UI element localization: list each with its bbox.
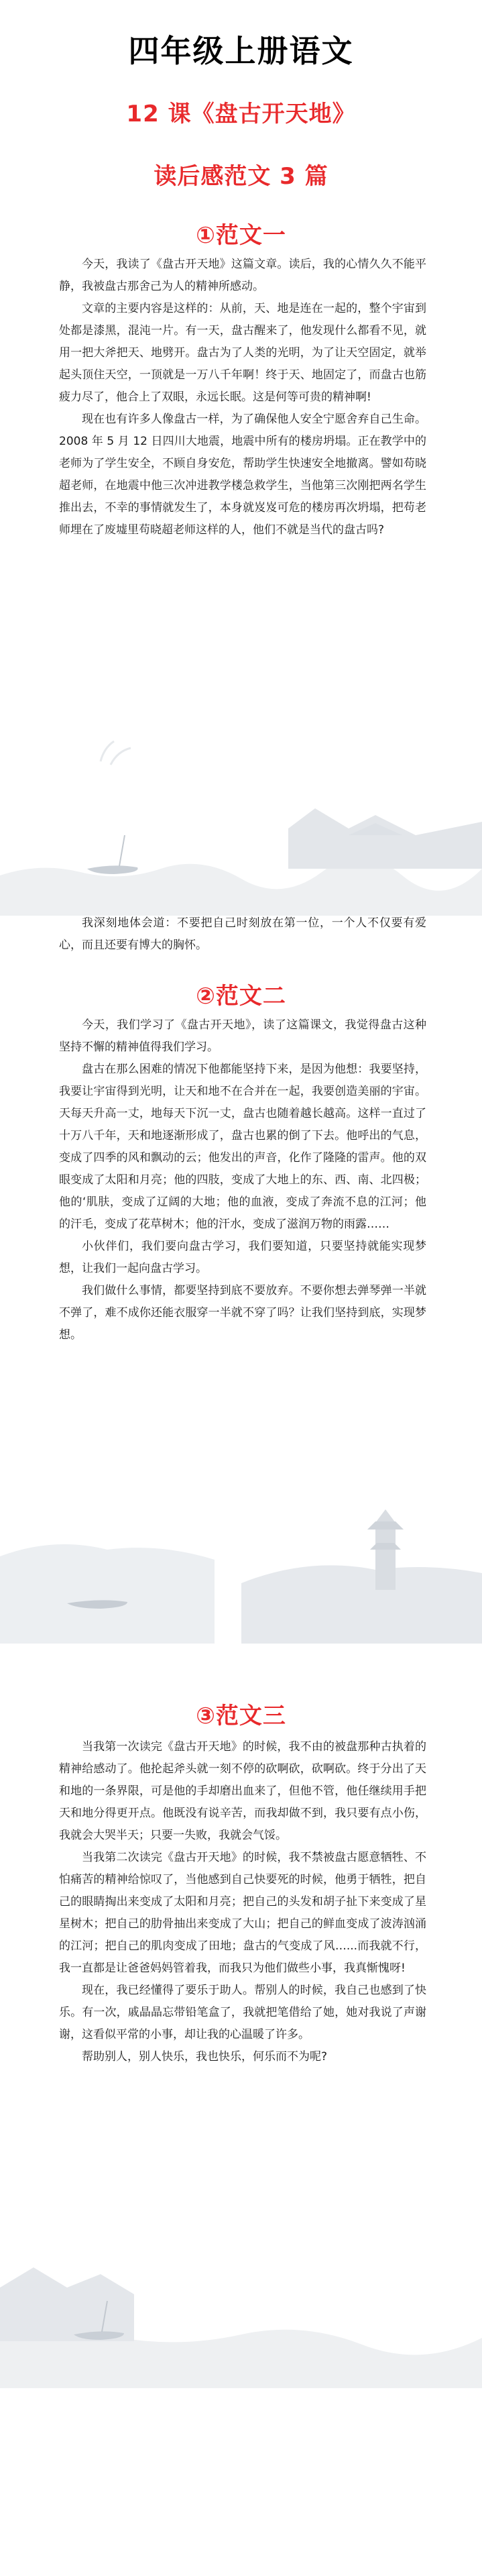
lesson-title: 12 课《盘古开天地》 [126,101,356,127]
ink-pagoda-illustration [0,1442,482,1644]
essay-3-body [59,1736,426,2068]
essay-2-heading: ②范文二 [196,983,286,1010]
paragraph: 帮助别人，别人快乐，我也快乐，何乐而不为呢? [82,2050,328,2063]
ink-boat-illustration [0,2207,482,2388]
paragraph: 我深刻地体会道：不要把自己时刻放在第一位，一个人不仅要有爱心，而且还要有博大的胸怀。 [59,916,426,952]
essay-2-body [59,1014,426,1346]
ink-landscape-illustration [0,735,482,916]
paragraph: 当我第一次读完《盘古开天地》的时候，我不由的被盘那种古执着的精神给感动了。他抡起斧头就一刻不停的砍啊砍，砍啊砍。终于分出了天和地的一条界限，可是他的手却磨出血来了，但他不管，他任继续用手把天和地分得更开点。他既没有说辛苦，而我却做不到，我只要有点小伤，我就会大哭半天；只要一失败，我就会气馁。 [59,1740,426,1842]
essay-1-heading: ①范文一 [196,222,286,249]
paragraph: 当我第二次读完《盘古开天地》的时候，我不禁被盘古愿意牺牲、不怕痛苦的精神给惊叹了，当他感到自己快要死的时候，他勇于牺牲，把自己的眼睛掏出来变成了太阳和月亮；把自己的头发和胡子扯下来变成了星星树木；把自己的肋骨抽出来变成了大山；把自己的鲜血变成了波涛汹涌的江河；把自己的肌肉变成了田地；盘古的气变成了风…...而我就不行，我一直都是让爸爸妈妈管着我，而我只为他们做些小事，我真惭愧呀! [59,1851,426,1975]
page-title: 四年级上册语文 [128,33,354,69]
paragraph: 现在，我已经懂得了要乐于助人。帮别人的时候，我自己也感到了快乐。有一次，戚晶晶忘带铅笔盒了，我就把笔借给了她，她对我说了声谢谢，这看似平常的小事，却让我的心温暖了许多。 [59,1984,426,2041]
paragraph: 盘古在那么困难的情况下他都能坚持下来，是因为他想：我要坚持，我要让宇宙得到光明，让天和地不在合并在一起，我要创造美丽的宇宙。天每天升高一丈，地每天下沉一丈，盘古也随着越长越高。这样一直过了十万八千年，天和地逐渐形成了，盘古也累的倒了下去。他呼出的气息，变成了四季的风和飘动的云；他发出的声音，化作了隆隆的雷声。他的双眼变成了太阳和月亮；他的四肢，变成了大地上的东、西、南、北四极；他的‘肌肤，变成了辽阔的大地；他的血液，变成了奔流不息的江河；他的汗毛，变成了花草树木；他的汗水，变成了滋润万物的雨露…… [59,1063,426,1231]
paragraph: 我们做什么事情，都要坚持到底不要放弃。不要你想去弹琴弹一半就不弹了，难不成你还能衣服穿一半就不穿了吗？让我们坚持到底，实现梦想。 [59,1284,426,1342]
paragraph: 今天，我们学习了《盘古开天地》，读了这篇课文，我觉得盘古这种坚持不懈的精神值得我们学习。 [59,1018,426,1054]
essay-1-body [59,254,426,541]
paragraph: 现在也有许多人像盘古一样，为了确保他人安全宁愿舍弃自己生命。2008 年 5 月 12 日四川大地震，地震中所有的楼房坍塌。正在教学中的老师为了学生安全，不顾自身安危，帮助学生快速安全地撤离。譬如苟晓超老师，在地震中他三次冲进教学楼急救学生，当他第三次刚把两名学生推出去，不幸的事情就发生了，本身就岌岌可危的楼房再次坍塌，把苟老师埋在了废墟里苟晓超老师这样的人，他们不就是当代的盘古吗? [59,413,426,537]
paragraph: 今天，我读了《盘古开天地》这篇文章。读后，我的心情久久不能平静，我被盘古那舍己为人的精神所感动。 [59,258,426,293]
paragraph: 小伙伴们，我们要向盘古学习，我们要知道，只要坚持就能实现梦想，让我们一起向盘古学习。 [59,1240,426,1275]
essay-1-closing [59,912,426,957]
essay-3-heading: ③范文三 [196,1703,286,1729]
paragraph: 文章的主要内容是这样的：从前，天、地是连在一起的，整个宇宙到处都是漆黑，混沌一片。有一天，盘古醒来了，他发现什么都看不见，就用一把大斧把天、地劈开。盘古为了人类的光明，为了让天空固定，就举起头顶住天空，一顶就是一万八千年啊！终于天、地固定了，而盘古也筋疲力尽了，他合上了双眼，永远长眠。这是何等可贵的精神啊! [59,302,426,404]
page-subtitle: 读后感范文 3 篇 [154,163,328,190]
